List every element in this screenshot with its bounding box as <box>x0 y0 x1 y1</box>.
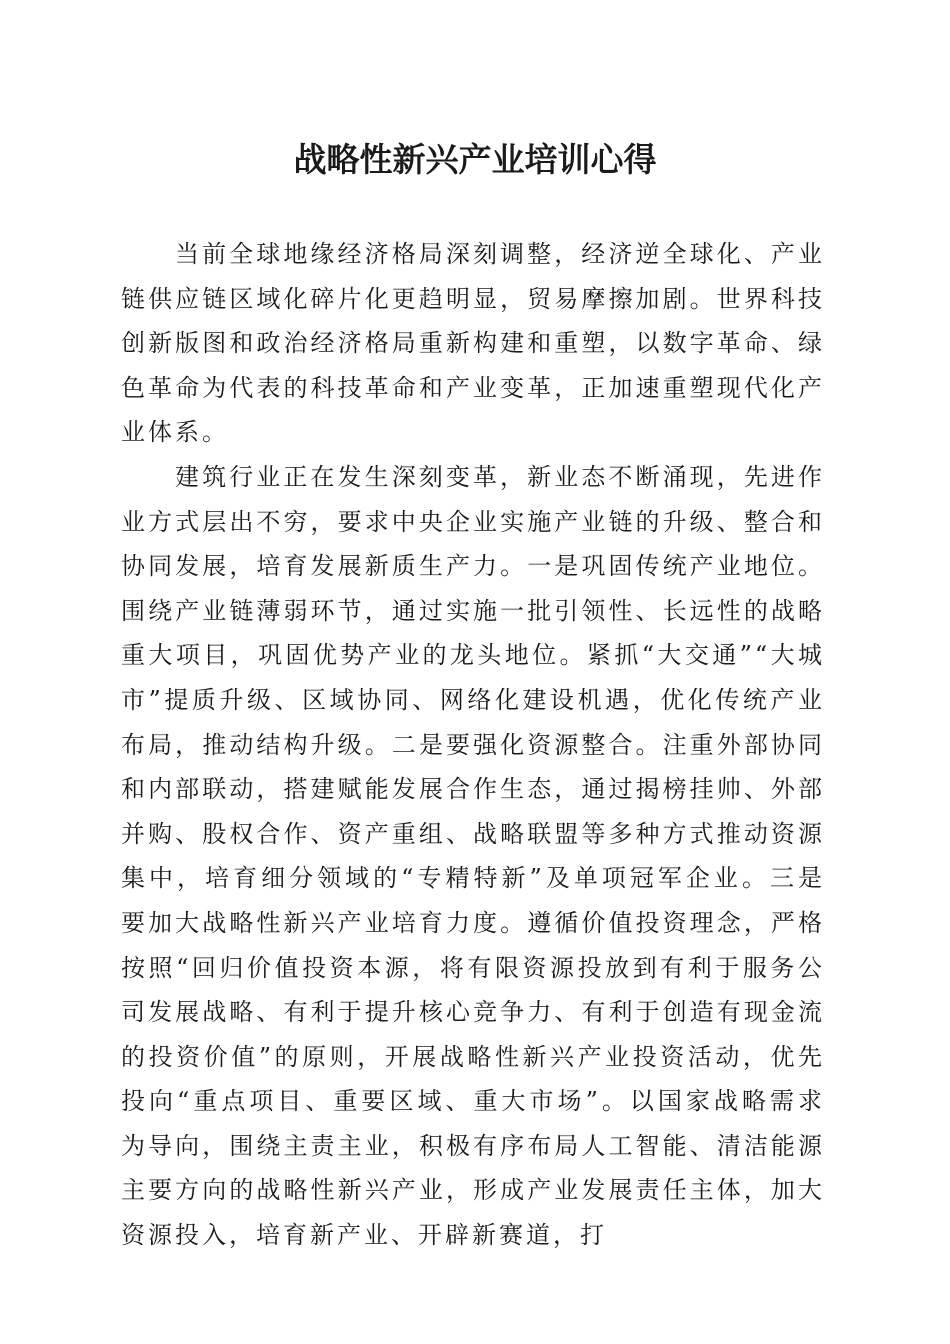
document-body <box>121 232 825 1258</box>
document-title: 战略性新兴产业培训心得 <box>293 140 657 179</box>
paragraph-global-context: 当前全球地缘经济格局深刻调整，经济逆全球化、产业链供应链区域化碎片化更趋明显，贸易摩擦加剧。世界科技创新版图和政治经济格局重新构建和重塑，以数字革命、绿色革命为代表的科技革命和产业变革，正加速重塑现代化产业体系。 <box>121 240 825 447</box>
paragraph-construction-industry: 建筑行业正在发生深刻变革，新业态不断涌现，先进作业方式层出不穷，要求中央企业实施产业链的升级、整合和协同发展，培育发展新质生产力。一是巩固传统产业地位。围绕产业链薄弱环节，通过实施一批引领性、长远性的战略重大项目，巩固优势产业的龙头地位。紧抓“大交通”“大城市”提质升级、区域协同、网络化建设机遇，优化传统产业布局，推动结构升级。二是要强化资源整合。注重外部协同和内部联动，搭建赋能发展合作生态，通过揭榜挂帅、外部并购、股权合作、资产重组、战略联盟等多种方式推动资源集中，培育细分领域的“专精特新”及单项冠军企业。三是要加大战略性新兴产业培育力度。遵循价值投资理念，严格按照“回归价值投资本源，将有限资源投放到有利于服务公司发展战略、有利于提升核心竞争力、有利于创造有现金流的投资价值”的原则，开展战略性新兴产业投资活动，优先投向“重点项目、重要区域、重大市场”。以国家战略需求为导向，围绕主责主业，积极有序布局人工智能、清洁能源主要方向的战略性新兴产业，形成产业发展责任主体，加大资源投入，培育新产业、开辟新赛道，打 <box>121 462 825 1250</box>
